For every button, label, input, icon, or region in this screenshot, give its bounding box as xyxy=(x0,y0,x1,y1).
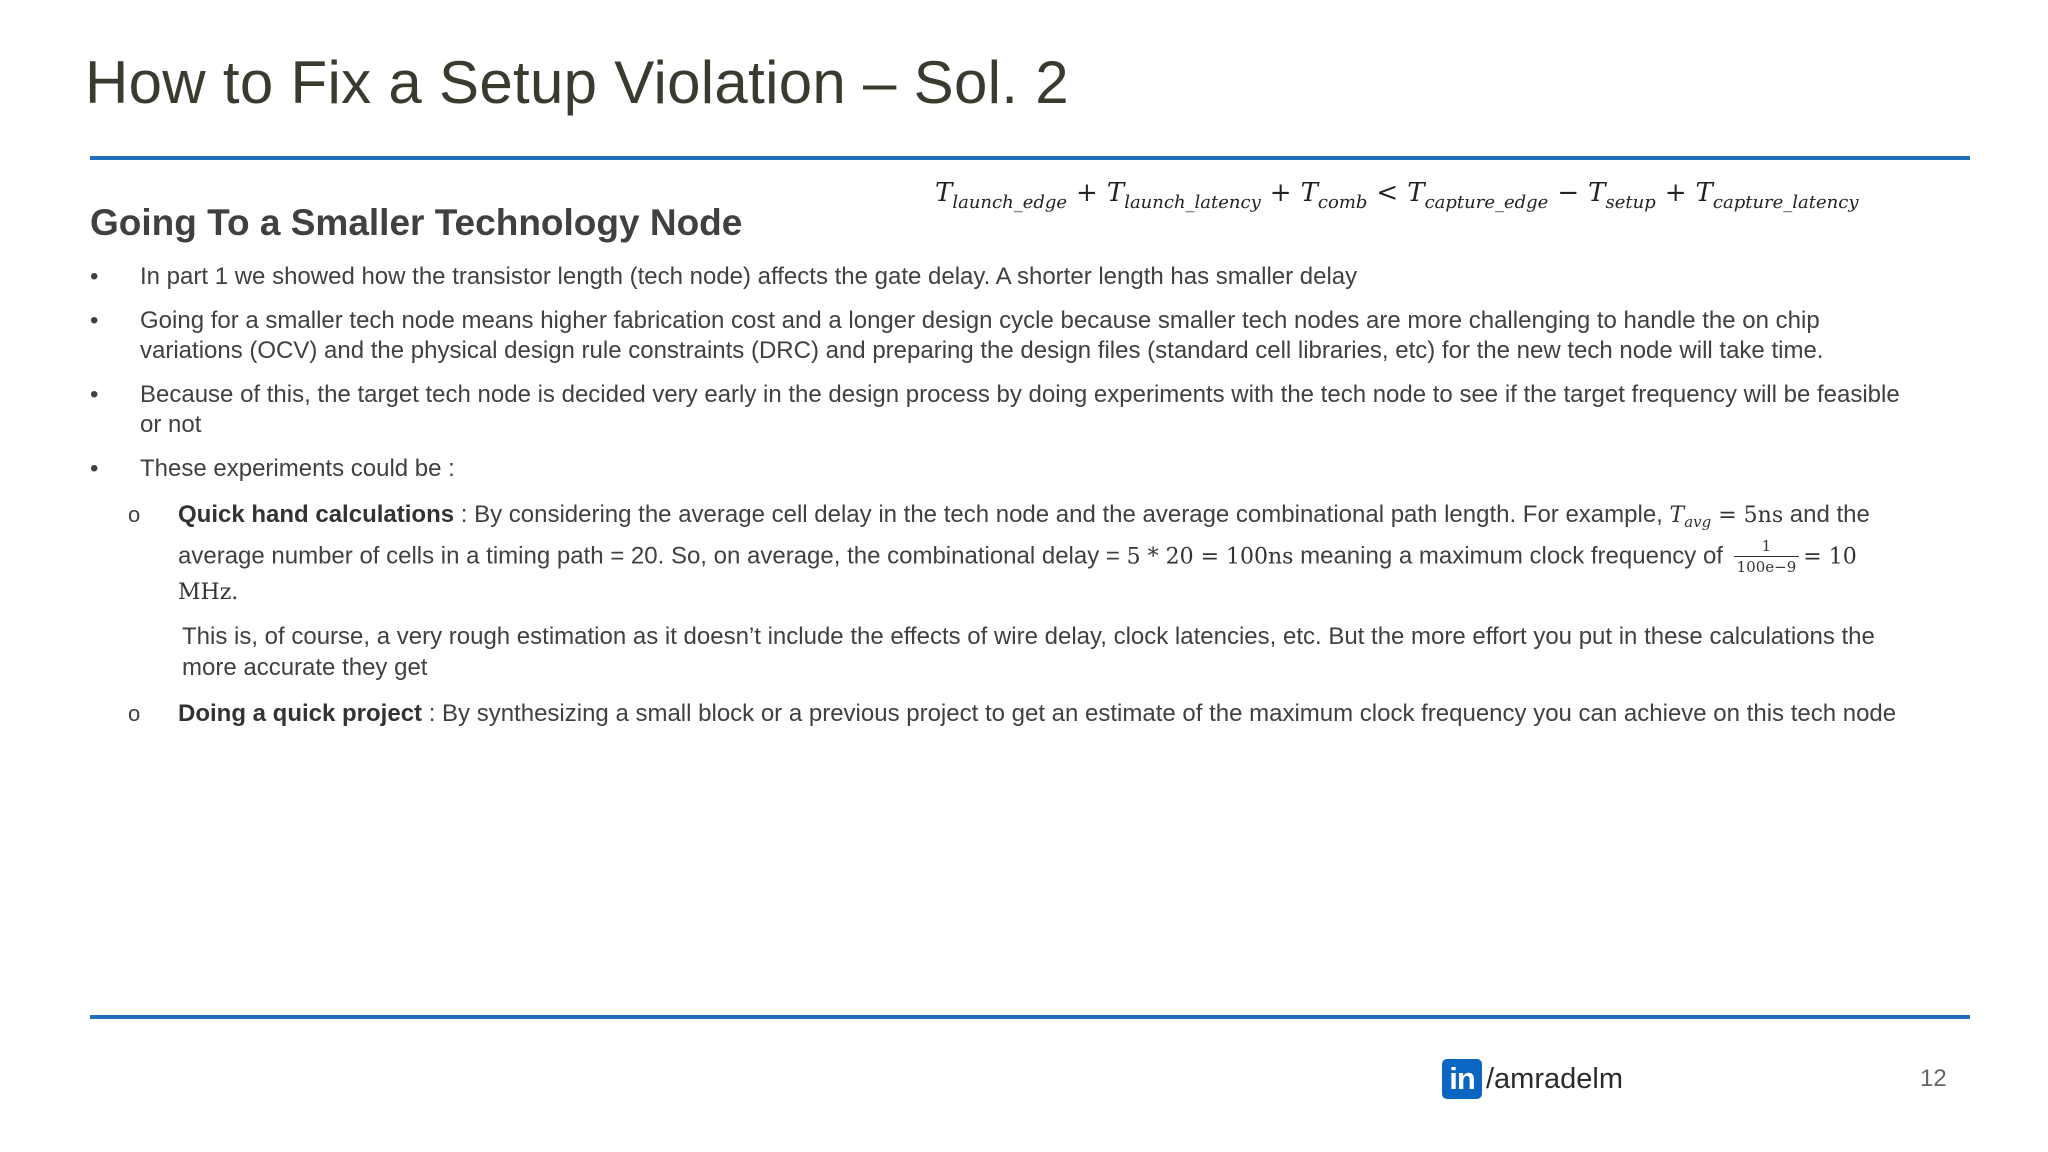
page-number: 12 xyxy=(1920,1065,1947,1092)
sub-item-quick-calculations: o Quick hand calculations : By considering the average cell delay in the tech node and the average combinational path length. For example, $T_{avg} = 5ns$ and the average number of cells in a timing path = 20. So, on average, the combinational delay = 5 * 20 = 100ns meaning a maximum clock frequency of $\frac{1}{100e-9}$ = 10 MHz. xyxy=(90,498,1900,609)
bullet-icon: • xyxy=(90,381,99,408)
bullet-icon: • xyxy=(90,263,99,290)
experiment-list xyxy=(90,498,1900,609)
slide-content xyxy=(90,262,1900,742)
bullet-item: • In part 1 we showed how the transistor length (tech node) affects the gate delay. A shorter length has smaller delay xyxy=(90,263,1358,290)
sub-item-quick-project: o Doing a quick project : By synthesizing a small block or a previous project to get an estimate of the maximum clock frequency you can achieve on this tech node xyxy=(90,697,1900,730)
bullet-icon: • xyxy=(90,455,99,482)
frequency-fraction: $\frac{1}{100e-9}$ xyxy=(1734,539,1800,575)
hollow-bullet-icon: o xyxy=(128,701,141,726)
footer-divider xyxy=(90,1015,1970,1019)
setup-timing-equation: $T_{launch\_edge} + T_{launch\_latency} + T_{comb} < T_{capture\_edge} - T_{setup} + T_{capture\_latency}$ xyxy=(935,178,1859,213)
estimation-note: This is, of course, a very rough estimation as it doesn’t include the effects of wire delay, clock latencies, etc. But the more effort you put in these calculations the more accurate they get xyxy=(182,623,1875,681)
bullet-item: • Because of this, the target tech node is decided very early in the design process by doing experiments with the tech node to see if the target frequency will be feasible or not xyxy=(90,381,1900,438)
handle-text: /amradelm xyxy=(1486,1062,1623,1095)
bullet-item: • These experiments could be : xyxy=(90,455,455,482)
experiment-list-continued xyxy=(90,697,1900,730)
frequency-result: = 10 MHz. xyxy=(178,544,1857,605)
delay-formula: 5 * 20 = 100ns xyxy=(1126,544,1294,570)
bullet-item: • Going for a smaller tech node means higher fabrication cost and a longer design cycle because smaller tech nodes are more challenging to handle the on chip variations (OCV) and the physical design rule constraints (DRC) and preparing the design files (standard cell libraries, etc) for the new tech node will take time. xyxy=(90,307,1824,364)
title-divider xyxy=(90,156,1970,160)
sub-item-label: Quick hand calculations xyxy=(178,501,455,528)
tavg-formula: $T_{avg} = 5ns$ xyxy=(1669,503,1784,531)
bullet-icon: • xyxy=(90,307,99,334)
linkedin-handle[interactable] xyxy=(1442,1058,1623,1100)
sub-item-label: Doing a quick project xyxy=(178,700,423,727)
bullet-list xyxy=(90,262,1900,484)
linkedin-icon: in xyxy=(1442,1059,1482,1099)
slide-title: How to Fix a Setup Violation – Sol. 2 xyxy=(85,49,1069,116)
hollow-bullet-icon: o xyxy=(128,502,141,527)
section-heading: Going To a Smaller Technology Node xyxy=(90,202,743,243)
